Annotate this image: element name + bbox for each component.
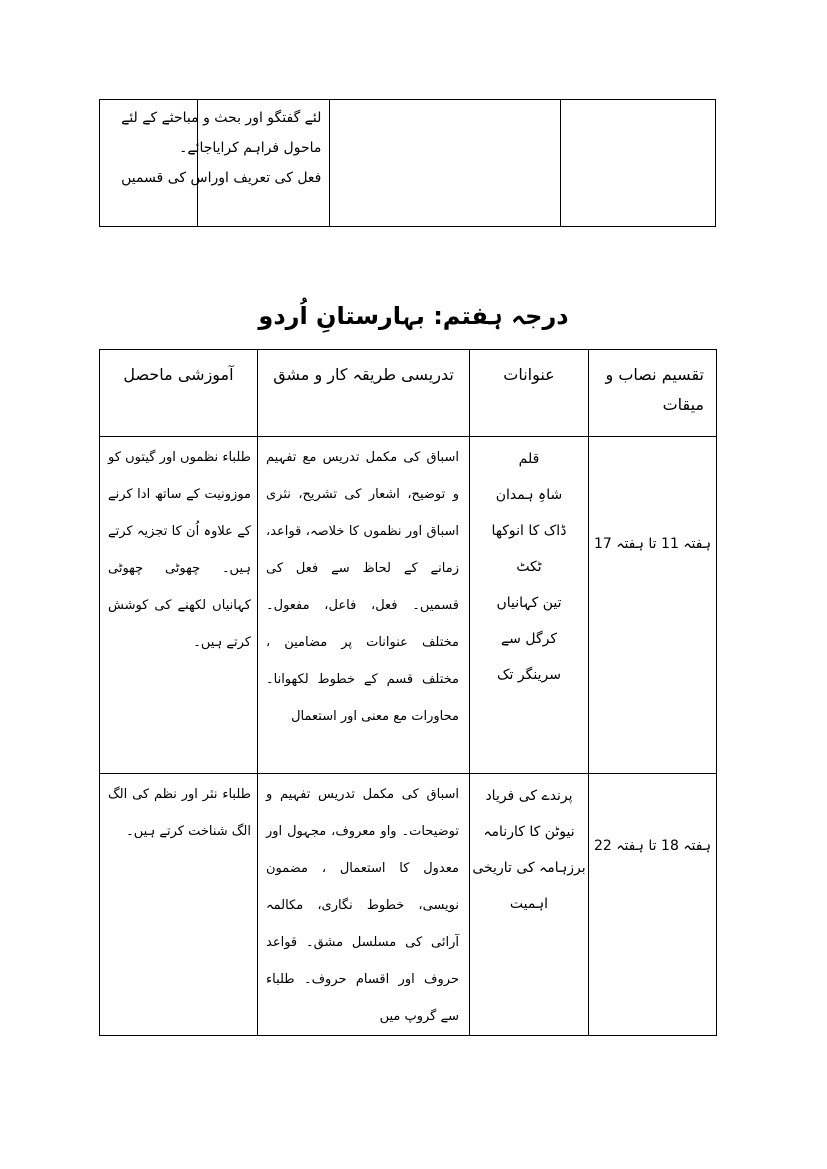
- topics-list: [470, 774, 588, 922]
- method-line: ماحول فراہم کرایاجائے۔: [179, 140, 322, 156]
- topic-item: برزہامہ کی تاریخی: [472, 860, 586, 876]
- outcome-text: طلباء نثر اور نظم کی الگ الگ شناخت کرتے ہیں۔: [108, 787, 251, 839]
- method-line: لئے گفتگو اور بحث و مباحثے کے لئے: [121, 110, 322, 126]
- topic-item: قلم: [518, 451, 540, 467]
- header-method: تدریسی طریقہ کار و مشق: [258, 350, 470, 437]
- schedule-cell: [589, 774, 717, 1036]
- topic-item: پرندے کی فریاد: [485, 788, 573, 804]
- section-title: درجہ ہفتم: بہارستانِ اُردو: [258, 302, 569, 330]
- schedule-cell: [560, 100, 715, 227]
- table-row: [100, 437, 717, 774]
- table-row: [100, 774, 717, 1036]
- method-line: فعل کی تعریف اوراس کی قسمیں: [121, 170, 322, 186]
- outcomes-cell: [100, 774, 258, 1036]
- topic-item: ڈاک کا انوکھا: [491, 523, 567, 539]
- method-cell: [121, 100, 330, 227]
- continuation-table: [99, 99, 716, 227]
- table-row: [100, 100, 716, 227]
- schedule-cell: [589, 437, 717, 774]
- topics-cell: [470, 437, 589, 774]
- topics-cell: [330, 100, 560, 227]
- week-range: ہفتہ 18 تا ہفتہ 22: [593, 838, 712, 854]
- topic-item: شاہِ ہمدان: [495, 487, 563, 503]
- week-range: ہفتہ 11 تا ہفتہ 17: [593, 536, 712, 552]
- outcome-text: طلباء نظموں اور گیتوں کو موزونیت کے ساتھ ادا کرنے کے علاوہ اُن کا تجزیہ کرتے ہیں۔ چھوٹی چھوٹی کہانیاں لکھنے کی کوشش کرتے ہیں۔: [108, 450, 251, 650]
- topic-item: ٹکٹ: [516, 559, 542, 575]
- method-text: اسباق کی مکمل تدریس مع تفہیم و توضیح، اشعار کی تشریح، نثری اسباق اور نظموں کا خلاصہ، قواعد، زمانے کے لحاظ سے فعل کی قسمیں۔ فعل، فاعل، مفعول۔ مختلف عنوانات پر مضامین ، مختلف قسم کے خطوط لکھوانا۔ محاورات مع معنی اور استعمال: [266, 450, 459, 724]
- topic-item: اہمیت: [509, 896, 549, 912]
- method-cell: [258, 437, 470, 774]
- topic-item: کرگل سے: [500, 631, 558, 647]
- method-cell: [258, 774, 470, 1036]
- topic-item: تین کہانیاں: [496, 595, 562, 611]
- header-schedule: تقسیم نصاب و میقات: [589, 350, 717, 437]
- outcomes-cell: [100, 437, 258, 774]
- topic-item: نیوٹن کا کارنامہ: [483, 824, 575, 840]
- topic-item: سرینگر تک: [497, 667, 561, 683]
- topics-cell: [470, 774, 589, 1036]
- method-text: [121, 100, 329, 193]
- header-topics: عنوانات: [470, 350, 589, 437]
- method-text: اسباق کی مکمل تدریس تفہیم و توضیحات۔ واو معروف، مجہول اور معدول کا استعمال ، مضمون نویسی، خطوط نگاری، مکالمہ آرائی کی مسلسل مشق۔ قواعد حروف اور اقسام حروف۔ طلباء سے گروپ میں: [266, 787, 459, 1024]
- header-row: [100, 350, 717, 437]
- topics-list: [470, 437, 588, 693]
- curriculum-table: [99, 349, 717, 1036]
- header-outcomes: آموزشی ماحصل: [100, 350, 258, 437]
